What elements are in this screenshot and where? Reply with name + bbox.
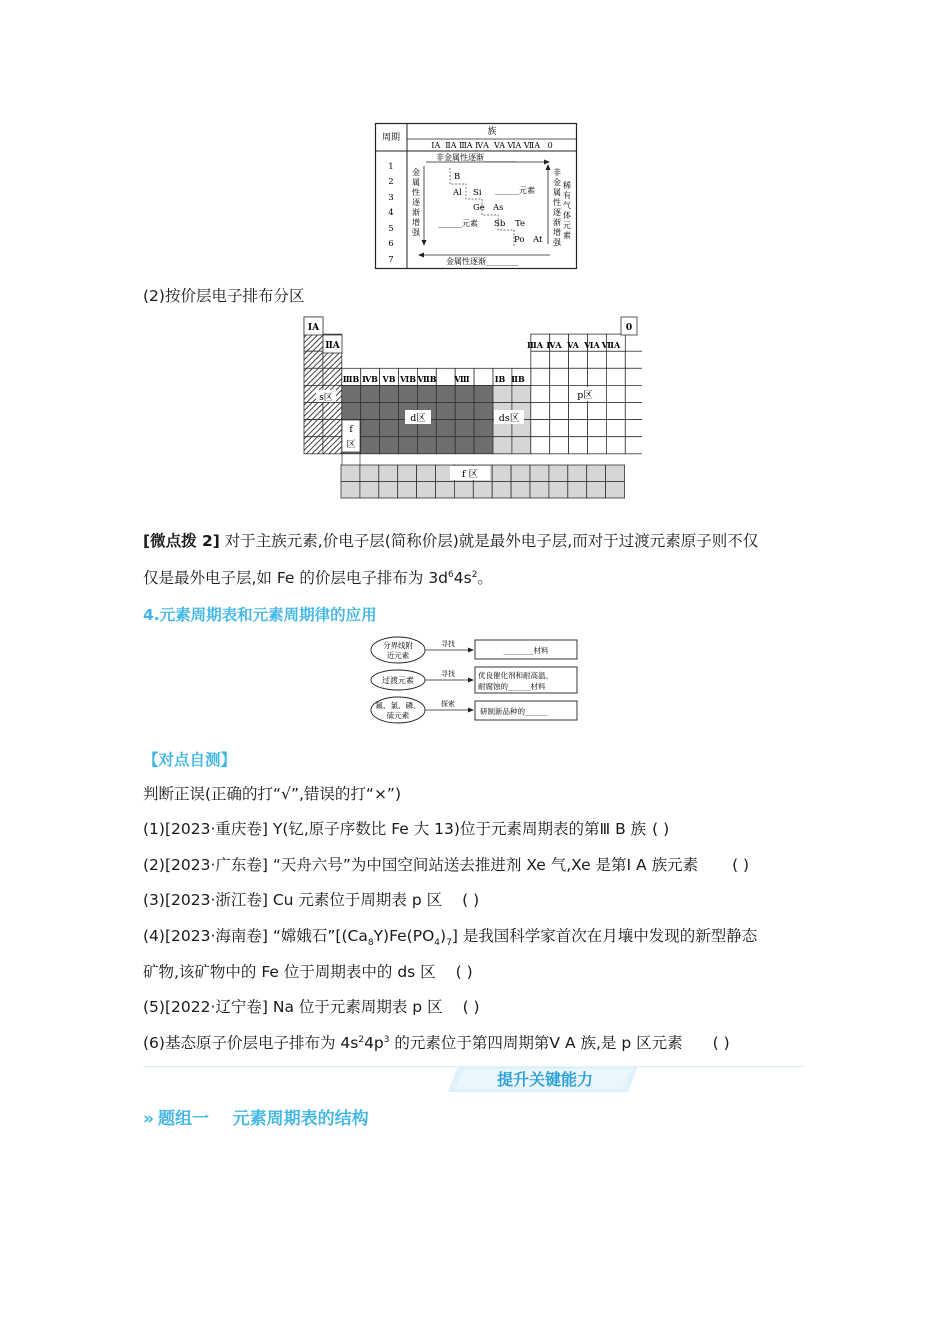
table-cell: [588, 420, 607, 437]
svg-text:3: 3: [388, 193, 394, 203]
table-cell: [569, 420, 588, 437]
svg-text:VB: VB: [382, 374, 396, 384]
svg-text:ⅣB: ⅣB: [362, 374, 378, 384]
svg-text:强: 强: [553, 238, 561, 247]
f-block-cell: [606, 465, 625, 482]
svg-text:强: 强: [412, 228, 420, 237]
node-fcps: 氟、氯、磷、: [375, 701, 421, 710]
table-cell: [399, 437, 418, 454]
table-cell: [550, 351, 569, 368]
f-block-cell: [360, 482, 379, 499]
arrow-label-1: 寻找: [441, 640, 455, 648]
svg-text:ⅢB: ⅢB: [342, 374, 360, 384]
svg-text:增: 增: [553, 228, 561, 237]
banner-text: 提升关键能力: [496, 1070, 594, 1089]
block-zone-figure: [302, 316, 642, 502]
table-cell: [417, 385, 436, 402]
table-cell: [455, 437, 474, 454]
group-IIA: ⅡA: [325, 341, 340, 351]
table-cell: [569, 368, 588, 385]
svg-text:非: 非: [553, 168, 561, 177]
svg-text:6: 6: [388, 239, 394, 249]
f-zone-small-bottom: 区: [346, 440, 356, 450]
bottom-arrow-label: 金属性逐渐________: [446, 257, 518, 266]
instruction: 判断正误(正确的打“√”,错误的打“×”): [143, 785, 402, 803]
f-block-cell: [379, 482, 398, 499]
table-cell: [531, 437, 550, 454]
answer-paren-3[interactable]: ( ): [462, 891, 480, 909]
application-flow-figure: [368, 634, 582, 726]
table-cell: [304, 420, 323, 437]
table-cell: [531, 403, 550, 420]
f-block-cell: [379, 465, 398, 482]
table-cell: [474, 385, 493, 402]
table-cell: [531, 420, 550, 437]
table-cell: [550, 420, 569, 437]
f-zone-label: f 区: [461, 469, 479, 480]
table-cell: [361, 385, 380, 402]
table-cell: [304, 437, 323, 454]
self-test-heading: 【对点自测】: [143, 751, 237, 769]
table-cell: [436, 420, 455, 437]
group-header: IA ⅡA ⅢA ⅣA VA ⅥA ⅦA 0: [431, 141, 553, 150]
table-cell: [323, 437, 342, 454]
table-cell: [550, 403, 569, 420]
table-cell: [304, 351, 323, 368]
table-cell: [399, 385, 418, 402]
table-cell: [569, 437, 588, 454]
table-cell: [436, 368, 455, 385]
answer-paren-5[interactable]: ( ): [462, 998, 480, 1016]
question-1: (1)[2023·重庆卷] Y(钇,原子序数比 Fe 大 13)位于元素周期表的第Ⅲ B 族 ( ): [143, 820, 670, 838]
svg-text:Ⅷ: Ⅷ: [454, 374, 470, 384]
p-group-headers: [527, 340, 621, 350]
svg-text:性: 性: [412, 188, 420, 197]
table-cell: [436, 403, 455, 420]
f-block-cell: [398, 482, 417, 499]
periodic-trend-figure: [374, 122, 578, 270]
group-0: 0: [625, 323, 633, 333]
svg-text:渐: 渐: [553, 218, 561, 227]
table-cell: [531, 368, 550, 385]
group-1-heading: » 题组一 元素周期表的结构: [143, 1109, 369, 1129]
arrow-label-2: 寻找: [441, 670, 455, 678]
table-cell: [323, 368, 342, 385]
table-cell: [304, 334, 323, 351]
svg-text:1: 1: [388, 162, 394, 172]
table-cell: [606, 403, 625, 420]
col-group-label: 族: [487, 127, 497, 137]
svg-text:ⅦB: ⅦB: [417, 374, 437, 384]
f-block-cell: [360, 465, 379, 482]
svg-text:VA: VA: [567, 340, 579, 350]
box-2-text-a: 优良催化剂和耐高温、: [478, 671, 553, 680]
table-cell: [588, 351, 607, 368]
question-3: (3)[2023·浙江卷] Cu 元素位于周期表 p 区 ( ): [143, 891, 480, 909]
table-cell: [436, 437, 455, 454]
tip-label: [微点拨 2]: [143, 532, 220, 550]
box-3-text: 研制新品种的______: [480, 707, 548, 716]
svg-text:ⅢA: ⅢA: [527, 340, 543, 350]
f-block-cell: [398, 465, 417, 482]
tip-line-2: 仅是最外电子层,如 Fe 的价层电子排布为 $3d^64s^2$。: [143, 569, 493, 587]
table-cell: [304, 368, 323, 385]
table-cell: [531, 351, 550, 368]
p-zone-label: p区: [577, 390, 593, 401]
question-4: (4)[2023·海南卷] “嫦娥石$”[(Ca_8Y)Fe(PO_4)_7]$ 是我国科学家首次在月壤中发现的新型静态: [143, 927, 758, 949]
ds-zone-label: ds区: [498, 413, 520, 424]
svg-text:近元素: 近元素: [386, 651, 410, 660]
table-cell: [455, 420, 474, 437]
table-cell: [323, 420, 342, 437]
f-block-cell: [454, 482, 473, 499]
question-4-cont: 矿物,该矿物中的 Fe 位于周期表中的 ds 区 ( ): [143, 963, 473, 981]
f-block-cell: [530, 482, 549, 499]
f-block-cell: [568, 482, 587, 499]
d-group-headers: [343, 374, 525, 384]
f-block-cell: [473, 482, 492, 499]
box-1-text: ________材料: [503, 646, 549, 655]
svg-text:Po: Po: [514, 235, 525, 245]
svg-text:增: 增: [412, 218, 420, 227]
table-cell: [380, 403, 399, 420]
svg-text:性: 性: [553, 198, 561, 207]
table-cell: [304, 403, 323, 420]
f-block-cell: [549, 465, 568, 482]
answer-paren-6[interactable]: ( ): [712, 1034, 730, 1052]
table-cell: [588, 437, 607, 454]
svg-text:渐: 渐: [412, 208, 420, 217]
subsection-2: (2)按价层电子排布分区: [143, 287, 305, 305]
boundary-elements: [452, 172, 543, 245]
top-arrow-label: 非金属性逐渐________: [436, 153, 516, 162]
table-cell: [588, 368, 607, 385]
node-transition: 过渡元素: [382, 676, 414, 685]
f-block-cell: [436, 482, 455, 499]
table-cell: [493, 385, 512, 402]
table-cell: [455, 385, 474, 402]
svg-text:稀: 稀: [563, 181, 571, 190]
svg-text:元: 元: [563, 221, 571, 230]
svg-text:IB: IB: [494, 374, 506, 384]
svg-text:ⅣA: ⅣA: [546, 340, 562, 350]
table-cell: [474, 437, 493, 454]
svg-text:7: 7: [388, 255, 394, 265]
table-cell: [531, 385, 550, 402]
table-cell: [625, 385, 642, 402]
f-block-cell: [587, 465, 606, 482]
svg-text:ⅥB: ⅥB: [400, 374, 416, 384]
tip-line-1: [143, 531, 758, 551]
table-cell: [625, 368, 642, 385]
f-block-cell: [530, 465, 549, 482]
table-cell: [512, 385, 531, 402]
table-cell: [323, 351, 342, 368]
f-block-cell: [511, 482, 530, 499]
svg-text:逐: 逐: [553, 208, 561, 217]
table-cell: [361, 437, 380, 454]
svg-text:4: 4: [388, 208, 394, 218]
f-block-cell: [417, 482, 436, 499]
table-cell: [512, 437, 531, 454]
table-cell: [606, 351, 625, 368]
svg-text:逐: 逐: [412, 198, 420, 207]
table-cell: [550, 437, 569, 454]
f-block-cell: [492, 465, 511, 482]
svg-text:素: 素: [563, 231, 571, 240]
f-block-cell: [417, 465, 436, 482]
table-cell: [417, 437, 436, 454]
svg-text:金: 金: [412, 168, 420, 177]
table-cell: [342, 385, 361, 402]
f-zone-small-top: f: [349, 425, 353, 435]
table-cell: [474, 403, 493, 420]
arrow-label-3: 探索: [441, 700, 455, 708]
svg-text:5: 5: [388, 224, 394, 234]
table-cell: [474, 420, 493, 437]
right-arrow-label: [553, 167, 562, 247]
table-cell: [380, 385, 399, 402]
chevron-double-right-icon: »: [143, 1109, 154, 1129]
question-2: (2)[2023·广东卷] “天舟六号”为中国空间站送去推进剂 Xe 气,Xe 是第Ⅰ A 族元素 ( ): [143, 856, 750, 874]
table-cell: [323, 403, 342, 420]
question-6: (6)基态原子价层电子排布为 $4s^24p^3$ 的元素位于第四周期第Ⅴ A 族,是 p 区元素 ( ): [143, 1034, 730, 1052]
table-cell: [625, 420, 642, 437]
svg-text:属: 属: [553, 188, 561, 197]
table-cell: [550, 368, 569, 385]
table-cell: [380, 437, 399, 454]
table-cell: [606, 420, 625, 437]
f-block-cell: [341, 482, 360, 499]
left-arrow-label: [412, 167, 421, 237]
table-cell: [569, 351, 588, 368]
banner-ribbon: [448, 1064, 644, 1094]
question-5: (5)[2022·辽宁卷] Na 位于元素周期表 p 区 ( ): [143, 998, 480, 1016]
blank-element-2: ______元素: [438, 219, 478, 228]
svg-text:Al: Al: [453, 188, 462, 198]
col-period-label: 周期: [381, 133, 401, 143]
answer-paren-1[interactable]: ( ): [652, 820, 670, 838]
svg-text:As: As: [493, 203, 504, 213]
svg-text:ⅥA: ⅥA: [584, 340, 600, 350]
svg-text:Sb: Sb: [494, 219, 506, 229]
svg-text:ⅦA: ⅦA: [601, 340, 621, 350]
f-block-cell: [511, 465, 530, 482]
table-cell: [606, 368, 625, 385]
answer-paren-4[interactable]: ( ): [455, 963, 473, 981]
table-cell: [625, 351, 642, 368]
table-cell: [588, 403, 607, 420]
svg-text:Ge: Ge: [473, 203, 485, 213]
table-cell: [455, 403, 474, 420]
svg-text:体: 体: [563, 211, 571, 220]
table-cell: [493, 437, 512, 454]
section-4-heading: 4.元素周期表和元素周期律的应用: [143, 606, 377, 624]
table-cell: [625, 437, 642, 454]
blank-element-1: ______元素: [495, 186, 535, 195]
table-cell: [474, 368, 493, 385]
table-cell: [436, 385, 455, 402]
tip-text-1: 对于主族元素,价电子层(简称价层)就是最外电子层,而对于过渡元素原子则不仅: [219, 532, 759, 550]
f-block-cell: [341, 465, 360, 482]
f-block-cell: [492, 482, 511, 499]
svg-text:Te: Te: [515, 219, 526, 229]
table-cell: [569, 403, 588, 420]
svg-text:ⅡB: ⅡB: [511, 374, 525, 384]
f-block-cell: [549, 482, 568, 499]
d-zone-label: d区: [410, 413, 426, 424]
svg-text:有: 有: [563, 191, 571, 200]
svg-text:硫元素: 硫元素: [386, 711, 410, 720]
table-cell: [361, 420, 380, 437]
answer-paren-2[interactable]: ( ): [732, 856, 750, 874]
noble-gas-label: [563, 180, 571, 240]
group-IA: IA: [307, 323, 320, 333]
table-cell: [361, 403, 380, 420]
svg-text:气: 气: [563, 201, 571, 210]
svg-text:At: At: [533, 235, 543, 245]
node-boundary: 分界线附: [383, 641, 413, 650]
table-cell: [550, 385, 569, 402]
f-block-cell: [568, 465, 587, 482]
table-cell: [380, 420, 399, 437]
box-2-text-b: 耐腐蚀的______材料: [478, 682, 546, 691]
table-cell: [342, 403, 361, 420]
svg-text:2: 2: [388, 177, 394, 187]
period-numbers: [388, 162, 393, 265]
table-cell: [625, 403, 642, 420]
svg-text:属: 属: [412, 178, 420, 187]
table-cell: [606, 385, 625, 402]
svg-text:Si: Si: [473, 188, 482, 198]
svg-text:B: B: [454, 172, 461, 182]
table-cell: [606, 437, 625, 454]
s-zone-label: s区: [319, 393, 333, 403]
f-block-cell: [606, 482, 625, 499]
f-block-cell: [587, 482, 606, 499]
svg-text:金: 金: [553, 178, 561, 187]
